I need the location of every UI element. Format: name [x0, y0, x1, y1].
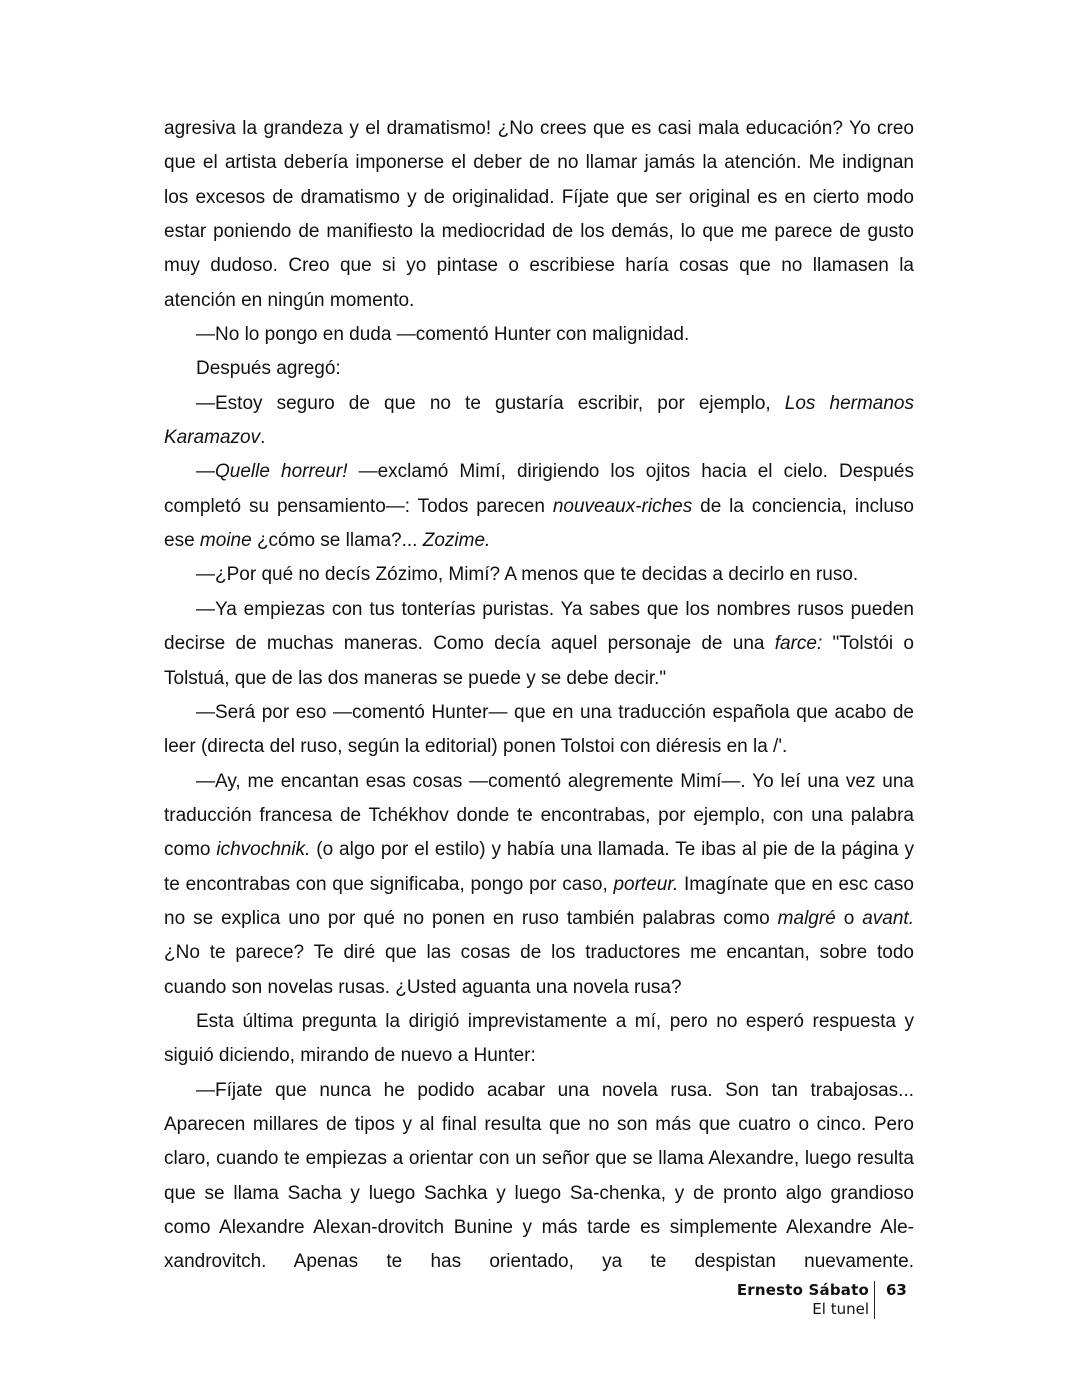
text-run: agresiva la grandeza y el dramatismo! ¿No crees que es casi mala educación? Yo creo que el artista debería imponerse el deber de no llamar jamás la atención. Me indignan los excesos de dramatismo y de originalidad. Fíjate que ser original es en cierto modo estar poniendo de manifiesto la mediocridad de los demás, lo que me parece de gusto muy dudoso. Creo que si yo pintase o escribiese haría cosas que no llamasen la atención en ningún momento. — [164, 118, 914, 311]
page-number: 63 — [886, 1281, 907, 1299]
italic-text: porteur. — [613, 873, 679, 895]
italic-text: avant. — [862, 907, 914, 929]
page-body — [164, 112, 914, 1280]
text-run: — — [196, 461, 215, 483]
italic-text: ichvochnik. — [216, 839, 311, 861]
italic-text: Quelle horreur! — [215, 461, 348, 483]
text-run: Después agregó: — [196, 358, 341, 380]
paragraph — [164, 696, 914, 765]
italic-text: Los hermanos Karamazov — [164, 392, 914, 449]
paragraph — [164, 1074, 914, 1280]
text-run: "Tolstói o Tolstuá, que de las dos maneras se puede y se debe decir." — [164, 633, 914, 689]
paragraph — [164, 112, 914, 318]
paragraph — [164, 765, 914, 1005]
paragraph — [164, 1005, 914, 1074]
text-run: —Ay, me encantan esas cosas —comentó alegremente Mimí—. Yo leí una vez una traducción francesa de Tchékhov donde te encontrabas, por ejemplo, con una palabra como — [164, 770, 914, 861]
paragraph — [164, 593, 914, 696]
paragraph — [164, 318, 914, 352]
italic-text: moine — [199, 530, 252, 552]
text-run: —No lo pongo en duda —comentó Hunter con malignidad. — [196, 324, 690, 346]
text-run: . — [260, 427, 266, 449]
italic-text: farce: — [774, 633, 823, 655]
paragraph — [164, 352, 914, 386]
italic-text: nouveaux-riches — [552, 495, 693, 517]
italic-text: malgré — [777, 907, 836, 929]
text-run: de la conciencia, incluso ese — [164, 495, 914, 552]
text-run: —Fíjate que nunca he podido acabar una novela rusa. Son tan trabajosas... Aparecen millares de tipos y al final resulta que no son más que cuatro o cinco. Pero claro, cuando te empiezas a orientar con un señor que se llama Alexandre, luego resulta que se llama Sacha y luego Sachka y luego Sa-chenka, y de pronto algo grandioso como Alexandre Alexan-drovitch Bunine y más tarde es simplemente Alexandre Ale-xandrovitch. Apenas te has orientado, ya te despistan nuevamente. — [164, 1079, 914, 1273]
text-run: o — [835, 907, 863, 929]
text-run: Imagínate que en esc caso no se explica uno por qué no ponen en ruso también palabras como — [164, 873, 914, 929]
italic-text: Zozime. — [422, 530, 491, 552]
paragraph — [164, 558, 914, 592]
text-run: —Estoy seguro de que no te gustaría escribir, por ejemplo, — [196, 392, 785, 414]
paragraph — [164, 455, 914, 558]
text-run: ¿cómo se llama?... — [251, 530, 423, 552]
text-run: —Ya empiezas con tus tonterías puristas. Ya sabes que los nombres rusos pueden decirse de muchas maneras. Como decía aquel personaje de una — [164, 598, 914, 655]
text-run: Esta última pregunta la dirigió imprevistamente a mí, pero no esperó respuesta y siguió diciendo, mirando de nuevo a Hunter: — [164, 1010, 914, 1067]
text-run: —¿Por qué no decís Zózimo, Mimí? A menos que te decidas a decirlo en ruso. — [196, 564, 859, 586]
text-run: —exclamó Mimí, dirigiendo los ojitos hacia el cielo. Después completó su pensamiento—: Todos parecen — [164, 461, 914, 517]
footer-credits — [737, 1281, 875, 1319]
footer-author: Ernesto Sábato — [736, 1281, 869, 1299]
text-run: (o algo por el estilo) y había una llamada. Te ibas al pie de la página y te encontrabas con que significaba, pongo por caso, — [164, 839, 914, 895]
footer-book-title: El tunel — [812, 1300, 869, 1318]
paragraph — [164, 387, 914, 456]
text-run: ¿No te parece? Te diré que las cosas de los traductores me encantan, sobre todo cuando son novelas rusas. ¿Usted aguanta una novela rusa? — [164, 942, 914, 998]
text-run: —Será por eso —comentó Hunter— que en una traducción española que acabo de leer (directa del ruso, según la editorial) ponen Tolstoi con diéresis en la /'. — [164, 701, 914, 758]
